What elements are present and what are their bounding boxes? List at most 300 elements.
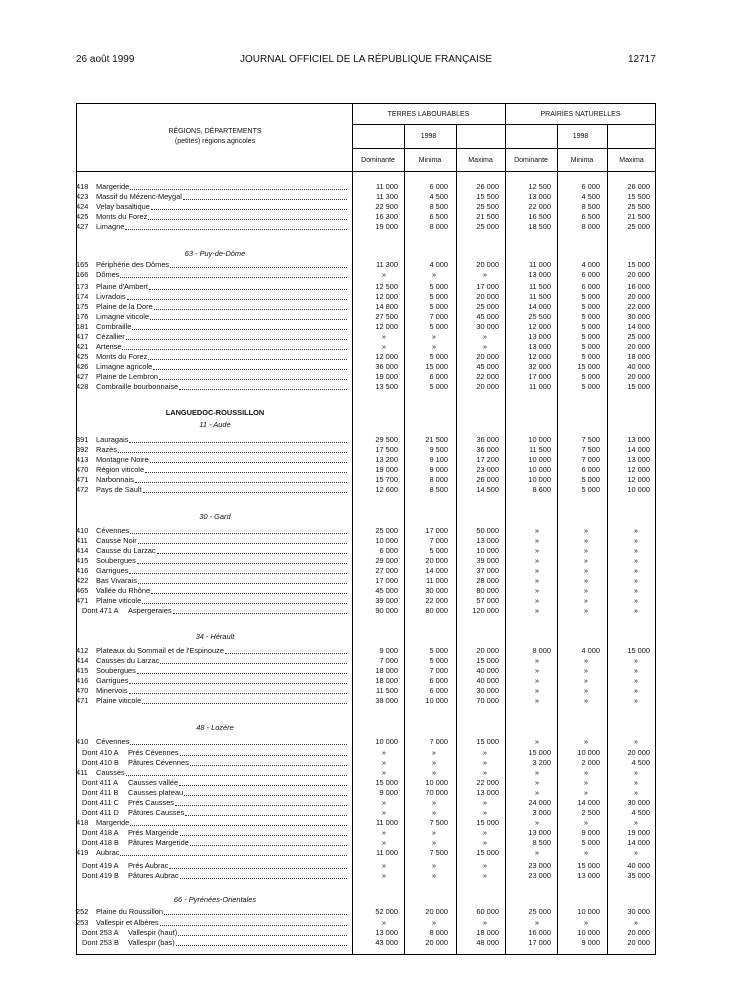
department-heading-row <box>0 632 731 642</box>
value-cell: 6 000 <box>379 546 398 555</box>
value-cell: 40 000 <box>476 676 499 685</box>
value-cell: » <box>583 556 588 565</box>
region-name: Pâtures Margeride <box>128 838 189 847</box>
value-cell: » <box>381 828 386 837</box>
table-row <box>0 861 731 871</box>
value-cell: » <box>534 788 539 797</box>
value-cell: 22 000 <box>476 778 499 787</box>
value-cell: » <box>583 606 588 615</box>
value-cell: 30 000 <box>627 907 650 916</box>
region-name: Cévennes <box>96 737 130 746</box>
value-cell: 13 000 <box>577 871 600 880</box>
region-code: 412 <box>76 646 89 655</box>
value-cell: 25 500 <box>627 202 650 211</box>
header-rule <box>352 124 656 125</box>
leader-dots <box>180 755 347 756</box>
value-cell: 10 000 <box>425 696 448 705</box>
region-code: 427 <box>76 222 89 231</box>
value-cell: 23 000 <box>476 465 499 474</box>
table-row <box>0 748 731 758</box>
value-cell: 5 000 <box>429 382 448 391</box>
region-name: Prés Causses <box>128 798 175 807</box>
value-cell: 17 000 <box>425 526 448 535</box>
table-row <box>0 435 731 445</box>
region-name: Razès <box>96 445 117 454</box>
leader-dots <box>180 878 347 879</box>
value-cell: 23 000 <box>528 861 551 870</box>
value-cell: 19 000 <box>375 222 398 231</box>
group-prairies-naturelles: PRAIRIES NATURELLES <box>540 111 621 118</box>
value-cell: 5 000 <box>581 332 600 341</box>
table-row <box>0 475 731 485</box>
value-cell: 15 000 <box>627 646 650 655</box>
value-cell: » <box>583 576 588 585</box>
value-cell: 25 000 <box>627 332 650 341</box>
region-code: 413 <box>76 455 89 464</box>
leader-dots <box>164 914 347 915</box>
value-cell: 2 500 <box>581 808 600 817</box>
region-code: Dont 411 D <box>82 808 119 817</box>
value-cell: » <box>431 861 436 870</box>
value-cell: 20 000 <box>476 382 499 391</box>
leader-dots <box>225 653 347 654</box>
value-cell: 5 000 <box>429 322 448 331</box>
value-cell: 17 200 <box>476 455 499 464</box>
value-cell: 18 000 <box>476 928 499 937</box>
value-cell: 9 000 <box>379 646 398 655</box>
region-code: 165 <box>76 260 89 269</box>
value-cell: » <box>431 748 436 757</box>
table-row <box>0 838 731 848</box>
header-page-number: 12717 <box>628 54 656 65</box>
region-code: 470 <box>76 686 89 695</box>
value-cell: 8 600 <box>532 485 551 494</box>
value-cell: » <box>482 342 487 351</box>
region-name: Margeride <box>96 182 130 191</box>
leader-dots <box>160 663 347 664</box>
table-row <box>0 192 731 202</box>
region-name: Artense <box>96 342 122 351</box>
value-cell: » <box>431 270 436 279</box>
region-name: Causses du Larzac <box>96 656 160 665</box>
value-cell: 21 500 <box>627 212 650 221</box>
table-row <box>0 302 731 312</box>
value-cell: 5 000 <box>581 322 600 331</box>
leader-dots <box>190 765 347 766</box>
value-cell: » <box>534 768 539 777</box>
value-cell: 7 000 <box>429 536 448 545</box>
table-row <box>0 686 731 696</box>
value-cell: 5 000 <box>429 546 448 555</box>
value-cell: 50 000 <box>476 526 499 535</box>
value-cell: 6 000 <box>429 372 448 381</box>
value-cell: » <box>583 536 588 545</box>
value-cell: 10 000 <box>375 536 398 545</box>
value-cell: 11 300 <box>375 192 398 201</box>
value-cell: 11 000 <box>528 382 551 391</box>
value-cell: 13 000 <box>528 332 551 341</box>
value-cell: » <box>431 798 436 807</box>
region-name: Combraille <box>96 322 132 331</box>
region-name: Livradois <box>96 292 126 301</box>
leader-dots <box>183 199 347 200</box>
table-row <box>0 576 731 586</box>
value-cell: 7 000 <box>429 666 448 675</box>
value-cell: » <box>633 918 638 927</box>
value-cell: » <box>381 871 386 880</box>
leader-dots <box>180 835 347 836</box>
table-row <box>0 676 731 686</box>
value-cell: » <box>534 536 539 545</box>
value-cell: 5 000 <box>581 372 600 381</box>
region-code: 426 <box>76 362 89 371</box>
value-cell: 20 000 <box>627 270 650 279</box>
region-name: Causse du Larzac <box>96 546 156 555</box>
value-cell: 40 000 <box>476 666 499 675</box>
value-cell: 11 000 <box>375 848 398 857</box>
value-cell: 4 500 <box>581 192 600 201</box>
leader-dots <box>179 389 347 390</box>
region-code: 425 <box>76 212 89 221</box>
value-cell: 39 000 <box>476 556 499 565</box>
value-cell: 15 000 <box>528 748 551 757</box>
value-cell: » <box>482 798 487 807</box>
value-cell: 25 000 <box>627 222 650 231</box>
value-cell: » <box>583 666 588 675</box>
value-cell: 20 000 <box>476 352 499 361</box>
value-cell: » <box>381 861 386 870</box>
value-cell: » <box>633 566 638 575</box>
value-cell: » <box>534 566 539 575</box>
table-row <box>0 322 731 332</box>
value-cell: 80 000 <box>425 606 448 615</box>
table-row <box>0 788 731 798</box>
table-row <box>0 938 731 948</box>
value-cell: 43 000 <box>375 938 398 947</box>
region-name: Plaine viticole <box>96 696 142 705</box>
table-row <box>0 372 731 382</box>
value-cell: » <box>381 748 386 757</box>
value-cell: 10 000 <box>375 737 398 746</box>
value-cell: 6 000 <box>429 676 448 685</box>
value-cell: 6 000 <box>581 182 600 191</box>
region-name: Pays de Sault <box>96 485 142 494</box>
value-cell: 45 000 <box>476 362 499 371</box>
value-cell: 4 000 <box>429 260 448 269</box>
region-code: 417 <box>76 332 89 341</box>
leader-dots <box>138 543 347 544</box>
value-cell: » <box>431 918 436 927</box>
leader-dots <box>120 277 347 278</box>
region-code: Dont 419 B <box>82 871 119 880</box>
table-row <box>0 798 731 808</box>
value-cell: 17 000 <box>375 576 398 585</box>
value-cell: » <box>431 838 436 847</box>
value-cell: 19 000 <box>627 828 650 837</box>
value-cell: 14 000 <box>627 322 650 331</box>
table-row <box>0 536 731 546</box>
value-cell: » <box>534 526 539 535</box>
value-cell: 15 500 <box>476 192 499 201</box>
value-cell: 20 000 <box>476 646 499 655</box>
value-cell: » <box>583 686 588 695</box>
leader-dots <box>151 209 347 210</box>
region-code: 391 <box>76 435 89 444</box>
value-cell: 20 000 <box>425 556 448 565</box>
value-cell: 25 000 <box>375 526 398 535</box>
leader-dots <box>129 573 347 574</box>
region-name: Montagne Noire <box>96 455 149 464</box>
leader-dots <box>129 693 347 694</box>
value-cell: 17 500 <box>375 445 398 454</box>
table-row <box>0 646 731 656</box>
region-name: Pâtures Aubrac <box>128 871 179 880</box>
region-code: 410 <box>76 737 89 746</box>
leader-dots <box>159 379 347 380</box>
value-cell: 13 000 <box>627 435 650 444</box>
table-row <box>0 182 731 192</box>
value-cell: » <box>431 758 436 767</box>
region-code: 418 <box>76 182 89 191</box>
value-cell: » <box>534 546 539 555</box>
value-cell: 2 000 <box>581 758 600 767</box>
value-cell: » <box>633 556 638 565</box>
value-cell: » <box>583 586 588 595</box>
year-prairies: 1998 <box>572 133 589 140</box>
table-row <box>0 260 731 270</box>
value-cell: » <box>534 778 539 787</box>
region-code: 465 <box>76 586 89 595</box>
region-name: Dômes <box>96 270 120 279</box>
value-cell: » <box>381 918 386 927</box>
value-cell: 18 000 <box>375 666 398 675</box>
value-cell: 36 000 <box>476 435 499 444</box>
region-name: Limagne <box>96 222 125 231</box>
value-cell: » <box>381 808 386 817</box>
value-cell: » <box>431 768 436 777</box>
value-cell: 27 000 <box>375 566 398 575</box>
leader-dots <box>190 845 347 846</box>
value-cell: 7 000 <box>581 455 600 464</box>
value-cell: 12 000 <box>528 352 551 361</box>
leader-dots <box>169 868 347 869</box>
region-name: Limagne agricole <box>96 362 153 371</box>
value-cell: 25 000 <box>476 302 499 311</box>
value-cell: 8 500 <box>532 838 551 847</box>
value-cell: » <box>534 576 539 585</box>
department-heading-row <box>0 895 731 905</box>
value-cell: » <box>431 342 436 351</box>
value-cell: » <box>633 586 638 595</box>
value-cell: 22 000 <box>425 596 448 605</box>
table-row <box>0 270 731 280</box>
value-cell: 12 500 <box>528 182 551 191</box>
value-cell: 20 000 <box>425 938 448 947</box>
region-name: Plateaux du Sommail et de l'Espinouze <box>96 646 224 655</box>
value-cell: 5 000 <box>581 838 600 847</box>
region-name: Monts du Forez <box>96 212 148 221</box>
value-cell: » <box>633 676 638 685</box>
header-rule <box>352 148 656 149</box>
value-cell: 9 500 <box>429 445 448 454</box>
value-cell: 45 000 <box>375 586 398 595</box>
value-cell: 20 000 <box>627 292 650 301</box>
value-cell: » <box>431 828 436 837</box>
region-name: Aubrac <box>96 848 120 857</box>
region-code: 166 <box>76 270 89 279</box>
value-cell: » <box>431 332 436 341</box>
leader-dots <box>132 329 347 330</box>
department-heading-row <box>0 512 731 522</box>
region-name: Margeride <box>96 818 130 827</box>
table-row <box>0 808 731 818</box>
value-cell: » <box>431 871 436 880</box>
value-cell: 28 000 <box>476 576 499 585</box>
value-cell: » <box>381 332 386 341</box>
table-row <box>0 696 731 706</box>
region-code: Dont 410 B <box>82 758 119 767</box>
value-cell: 15 000 <box>425 362 448 371</box>
value-cell: » <box>583 566 588 575</box>
value-cell: 17 000 <box>476 282 499 291</box>
leader-dots <box>184 795 347 796</box>
value-cell: » <box>482 861 487 870</box>
leader-dots <box>130 533 347 534</box>
value-cell: » <box>534 586 539 595</box>
department-heading: 30 - Gard <box>199 512 231 521</box>
value-cell: 8 000 <box>429 928 448 937</box>
region-name: Plaine du Roussillon <box>96 907 163 916</box>
value-cell: 16 000 <box>528 928 551 937</box>
region-heading: LANGUEDOC-ROUSSILLON <box>165 408 265 417</box>
value-cell: 20 000 <box>627 372 650 381</box>
region-code: 472 <box>76 485 89 494</box>
value-cell: » <box>633 696 638 705</box>
table-row <box>0 737 731 747</box>
value-cell: 6 000 <box>581 465 600 474</box>
leader-dots <box>142 603 347 604</box>
region-code: 422 <box>76 576 89 585</box>
value-cell: 11 000 <box>375 818 398 827</box>
value-cell: 20 000 <box>627 938 650 947</box>
leader-dots <box>148 219 347 220</box>
leader-dots <box>135 482 347 483</box>
region-code: Dont 419 A <box>82 861 119 870</box>
region-name: Causse Noir <box>96 536 137 545</box>
value-cell: 5 000 <box>581 485 600 494</box>
value-cell: 7 000 <box>379 656 398 665</box>
value-cell: 45 000 <box>476 312 499 321</box>
value-cell: 13 000 <box>627 455 650 464</box>
value-cell: » <box>633 546 638 555</box>
region-code: Dont 253 B <box>82 938 119 947</box>
value-cell: 8 500 <box>429 202 448 211</box>
department-heading-row <box>0 723 731 733</box>
region-name: Lauragais <box>96 435 129 444</box>
leader-dots <box>129 442 347 443</box>
value-cell: 30 000 <box>425 586 448 595</box>
value-cell: 10 000 <box>528 435 551 444</box>
value-cell: 29 500 <box>375 435 398 444</box>
table-row <box>0 928 731 938</box>
region-name: Garrigues <box>96 676 129 685</box>
value-cell: 70 000 <box>425 788 448 797</box>
value-cell: 24 000 <box>528 798 551 807</box>
value-cell: 12 000 <box>375 352 398 361</box>
region-name: Vallespir et Albères <box>96 918 159 927</box>
value-cell: 25 000 <box>476 222 499 231</box>
region-code: 428 <box>76 382 89 391</box>
table-row <box>0 292 731 302</box>
region-name: Combraille bourbonnaise <box>96 382 179 391</box>
region-code: 415 <box>76 556 89 565</box>
region-code: 423 <box>76 192 89 201</box>
col-minima-prairies: Minima <box>570 157 594 164</box>
group-terres-labourables: TERRES LABOURABLES <box>387 111 470 118</box>
region-name: Région viticole <box>96 465 145 474</box>
region-code: 253 <box>76 918 89 927</box>
value-cell: 5 000 <box>581 475 600 484</box>
value-cell: 18 000 <box>375 676 398 685</box>
region-code: 410 <box>76 526 89 535</box>
table-row <box>0 312 731 322</box>
value-cell: 8 500 <box>429 485 448 494</box>
col-maxima-terres: Maxima <box>468 157 493 164</box>
region-name: Causses <box>96 768 125 777</box>
value-cell: 10 000 <box>528 475 551 484</box>
value-cell: » <box>583 676 588 685</box>
region-name: Velay basaltique <box>96 202 150 211</box>
header-title: JOURNAL OFFICIEL DE LA RÉPUBLIQUE FRANÇAISE <box>240 54 493 65</box>
region-name: Vallespir (haut) <box>128 928 178 937</box>
value-cell: 6 500 <box>581 212 600 221</box>
col-dominante-prairies: Dominante <box>514 157 548 164</box>
value-cell: 7 000 <box>429 737 448 746</box>
value-cell: 21 500 <box>425 435 448 444</box>
value-cell: 25 500 <box>476 202 499 211</box>
value-cell: » <box>482 748 487 757</box>
value-cell: 25 000 <box>528 907 551 916</box>
leader-dots <box>175 805 347 806</box>
value-cell: 32 000 <box>528 362 551 371</box>
leader-dots <box>151 593 347 594</box>
value-cell: 11 300 <box>375 260 398 269</box>
leader-dots <box>118 452 347 453</box>
value-cell: » <box>431 808 436 817</box>
leader-dots <box>185 815 347 816</box>
value-cell: 6 000 <box>429 182 448 191</box>
value-cell: 14 000 <box>627 445 650 454</box>
table-row <box>0 342 731 352</box>
value-cell: » <box>534 686 539 695</box>
value-cell: » <box>534 656 539 665</box>
value-cell: » <box>482 270 487 279</box>
table-row <box>0 556 731 566</box>
value-cell: 7 000 <box>429 312 448 321</box>
region-code: 416 <box>76 566 89 575</box>
value-cell: 22 900 <box>375 202 398 211</box>
value-cell: 26 000 <box>627 182 650 191</box>
value-cell: » <box>482 758 487 767</box>
value-cell: 5 000 <box>581 352 600 361</box>
value-cell: 26 000 <box>476 182 499 191</box>
value-cell: » <box>633 788 638 797</box>
value-cell: 4 500 <box>429 192 448 201</box>
region-code: 392 <box>76 445 89 454</box>
region-code: Dont 253 A <box>82 928 119 937</box>
value-cell: 20 000 <box>627 748 650 757</box>
value-cell: 11 500 <box>528 292 551 301</box>
